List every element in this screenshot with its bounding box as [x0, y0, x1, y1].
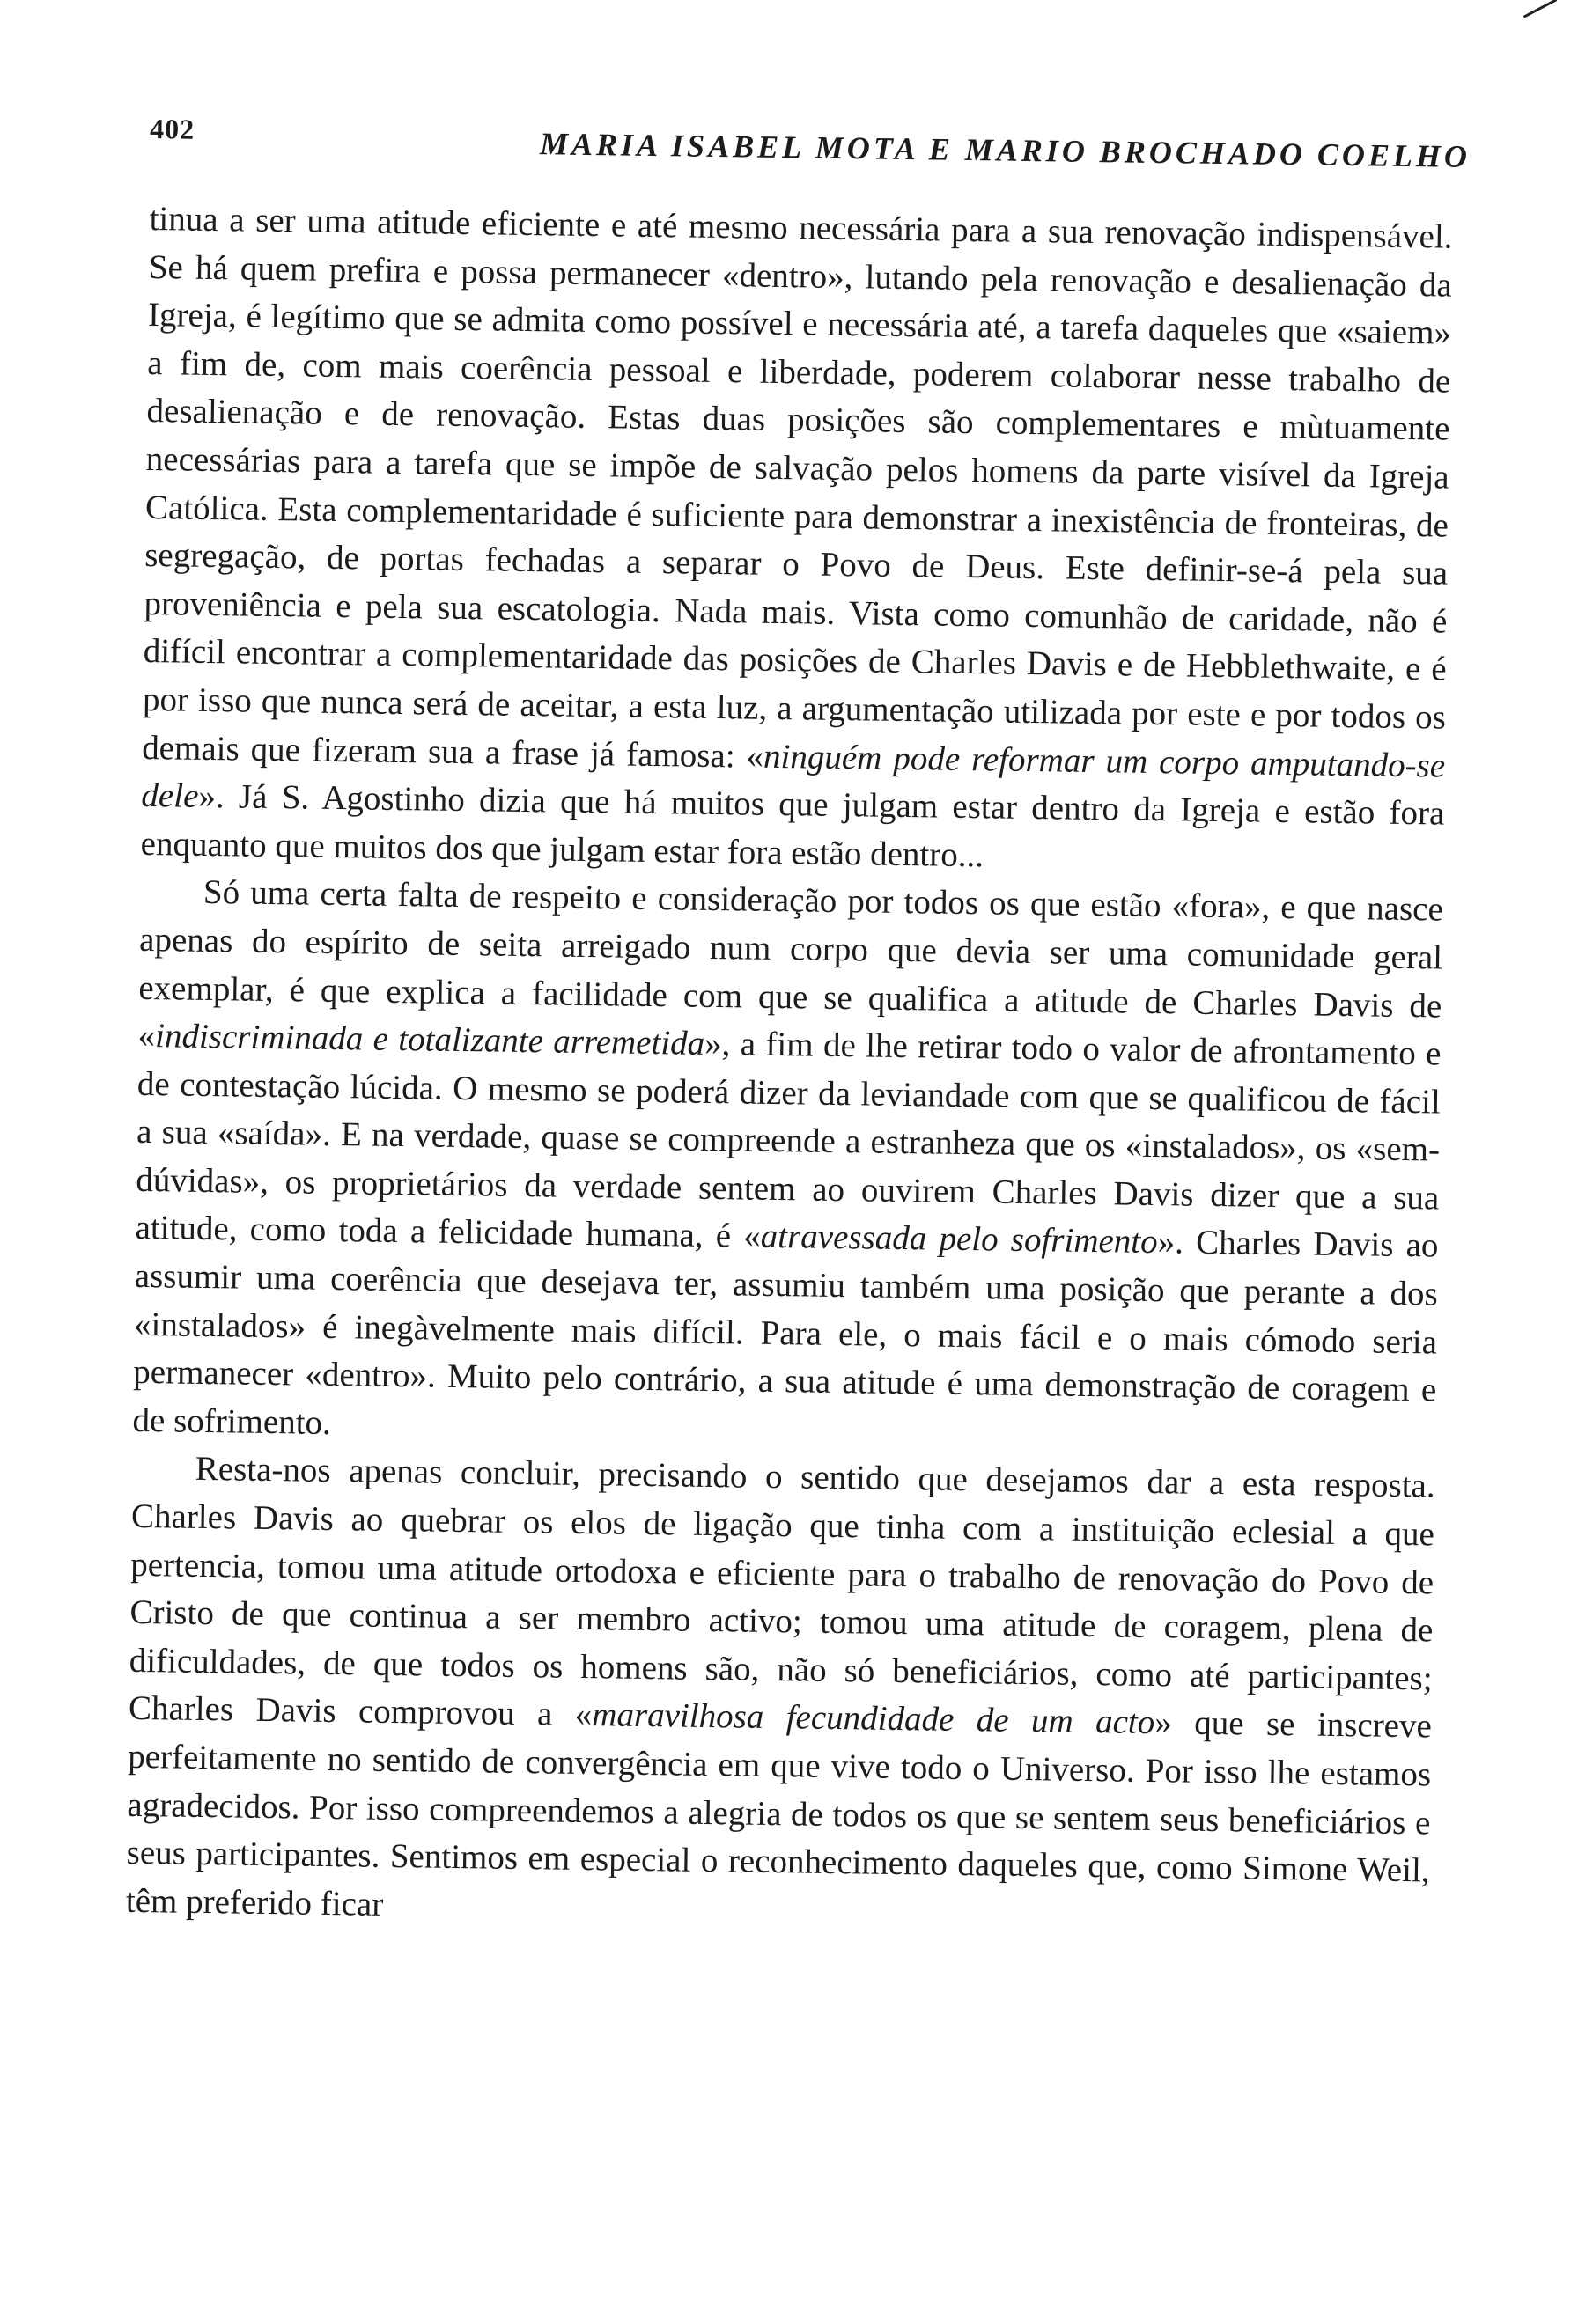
quotation-italic: indiscriminada e totalizante arremetida: [154, 1017, 705, 1063]
paragraph-text: Resta-nos apenas concluir, precisando o sentido que desejamos dar a esta resposta. Charles Davis ao quebrar os elos de ligação que tinha com a instituição eclesial a que pertencia, tomou uma atitude ortodoxa e eficiente para o trabalho de renovação do Povo de Cristo de que continua a ser membro activo; tomou uma atitude de coragem, plena de dificuldades, de que todos os homens são, não só beneficiários, como até participantes; Charles Davis comprovou a «: [128, 1450, 1435, 1734]
pencil-mark-icon: [1523, 0, 1557, 18]
paragraph-3: [126, 1445, 1435, 1944]
paragraph-text: » que se inscreve perfeitamente no sentido de convergência em que vive todo o Universo. Por isso lhe estamos agradecidos. Por isso compreendemos a alegria de todos os que se sentem seus beneficiários e seus participantes. Sentimos em especial o reconhecimento daqueles que, como Simone Weil, têm preferido ficar: [125, 1703, 1433, 1923]
paragraph-text: tinua a ser uma atitude eficiente e até mesmo necessária para a sua renovação indispensável. Se há quem prefira e possa permanecer «dentro», lutando pela renovação e desalienação da Igreja, é legítimo que se admita como possível e necessária até, a tarefa daqueles que «saiem» a fim de, com mais coerência pessoal e liberdade, poderem colaborar nesse trabalho de desalienação e de renovação. Estas duas posições são complementares e mùtuamente necessárias para a tarefa que se impõe de salvação pelos homens da parte visível da Igreja Católica. Esta complementaridade é suficiente para demonstrar a inexistência de fronteiras, de segregação, de portas fechadas a separar o Povo de Deus. Este definir-se-á pela sua proveniência e pela sua escatologia. Nada mais. Vista como comunhão de caridade, não é difícil encontrar a complementaridade das posições de Charles Davis e de Hebblethwaite, e é por isso que nunca será de aceitar, a esta luz, a argumentação utilizada por este e por todos os demais que fizeram sua a frase já famosa: «: [141, 199, 1453, 776]
paragraph-text: ». Já S. Agostinho dizia que há muitos que julgam estar dentro da Igreja e estão fora enquanto que muitos dos que julgam estar fora estão dentro...: [140, 776, 1445, 875]
paragraph-text: Só uma certa falta de respeito e consideração por todos os que estão «fora», e que nasce apenas do espírito de seita arreigado num corpo que devia ser uma comunidade geral exemplar, é que explica a facilidade com que se qualifica a atitude de Charles Davis de «: [137, 873, 1444, 1055]
paragraph-text: ». Charles Davis ao assumir uma coerência que desejava ter, assumiu também uma posição que perante a dos «instalados» é inegàvelmente mais difícil. Para ele, o mais fácil e o mais cómodo seria permanecer «dentro». Muito pelo contrário, a sua atitude é uma demonstração de coragem e de sofrimento.: [132, 1223, 1439, 1442]
quotation-italic: ninguém pode reformar um corpo amputando-se dele: [141, 737, 1446, 815]
body-text: [126, 195, 1453, 1944]
quotation-italic: maravilhosa fecundidade de um acto: [592, 1695, 1155, 1742]
paragraph-1: [140, 195, 1453, 886]
paragraph-text: », a fim de lhe retirar todo o valor de afrontamento e de contestação lúcida. O mesmo se poderá dizer da leviandade com que se qualificou de fácil a sua «saída». E na verdade, quase se compreende a estranheza que os «instalados», os «sem-dúvidas», os proprietários da verdade sentem ao ouvirem Charles Davis dizer que a sua atitude, como toda a felicidade humana, é «: [135, 1024, 1442, 1256]
quotation-italic: atravessada pelo sofrimento: [760, 1217, 1158, 1261]
page-number: 402: [149, 113, 195, 145]
running-head: MARIA ISABEL MOTA E MARIO BROCHADO COELHO: [539, 126, 1471, 174]
paragraph-2: [132, 868, 1443, 1463]
page-header: [150, 113, 1471, 184]
